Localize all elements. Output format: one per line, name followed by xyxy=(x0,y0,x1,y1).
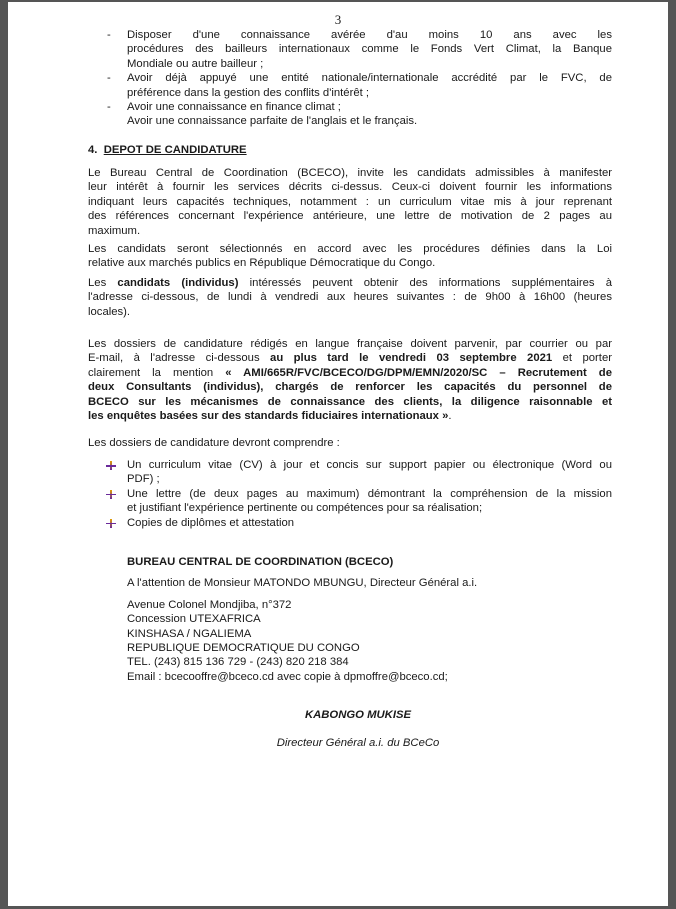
list-item xyxy=(127,487,612,516)
line: PDF) ; xyxy=(127,473,160,486)
line: clairement la mention « AMI/665R/FVC/BCECO/DG/DPM/EMN/2020/SC – Recrutement de xyxy=(88,366,612,379)
paragraph-submission xyxy=(88,337,612,423)
line: maximum. xyxy=(88,224,141,237)
address-line: REPUBLIQUE DEMOCRATIQUE DU CONGO xyxy=(127,642,360,655)
section-heading xyxy=(88,143,247,157)
line: Copies de diplômes et attestation xyxy=(127,516,295,529)
line: E-mail, à l'adresse ci-dessous au plus tard le vendredi 03 septembre 2021 et porter xyxy=(88,352,612,365)
line: Une lettre (de deux pages au maximum) démontrant la compréhension de la mission xyxy=(127,487,612,500)
arrow-cross-bullet-icon xyxy=(105,516,117,530)
line: Les candidats seront sélectionnés en accord avec les procédures définies dans la Loi xyxy=(88,243,612,255)
arrow-cross-bullet-icon xyxy=(105,458,117,472)
line: Disposer d'une connaissance avérée d'au moins 10 ans avec les xyxy=(127,29,612,41)
email-line: Email : bcecooffre@bceco.cd avec copie à dpmoffre@bceco.cd; xyxy=(127,670,448,683)
line: indiquant leurs capacités techniques, notamment : un curriculum vitae mis à jour reprenant xyxy=(88,195,612,208)
list-item: - Avoir déjà appuyé une entité nationale/internationale accrédité par le FVC, de préférence dans la gestion des conflits d'intérêt ; xyxy=(107,72,612,99)
org-name: BUREAU CENTRAL DE COORDINATION (BCECO) xyxy=(127,556,394,568)
line: Avoir une connaissance en finance climat ; xyxy=(127,101,341,114)
line: les enquêtes basées sur des standards fiduciaires internationaux ». xyxy=(88,410,452,423)
line: relative aux marchés publics en République Démocratique du Congo. xyxy=(88,257,436,270)
docs-list xyxy=(127,458,612,530)
phone-line: TEL. (243) 815 136 729 - (243) 820 218 384 xyxy=(127,656,349,669)
paragraph-info xyxy=(88,276,612,319)
address-line: KINSHASA / NGALIEMA xyxy=(127,627,252,640)
list-item xyxy=(127,516,612,530)
line: Un curriculum vitae (CV) à jour et concis sur support papier ou électronique (Word ou xyxy=(127,459,612,471)
section-title: DEPOT DE CANDIDATURE xyxy=(103,144,247,156)
paragraph-intro xyxy=(88,166,612,238)
line: deux Consultants (individus), chargés de renforcer les capacités du personnel de xyxy=(88,381,612,394)
line: et justifiant l'expérience pertinente ou compétences pour sa réalisation; xyxy=(127,502,483,515)
line: Avoir déjà appuyé une entité nationale/internationale accrédité par le FVC, de xyxy=(127,72,612,85)
line: préférence dans la gestion des conflits d'intérêt ; xyxy=(127,86,370,99)
requirements-list xyxy=(107,28,612,129)
line: l'adresse ci-dessous, de lundi à vendredi aux heures suivantes : de 9h00 à 16h00 (heures xyxy=(88,291,612,304)
list-item: - Avoir une connaissance en finance climat ; xyxy=(127,100,612,114)
line: leur intérêt à fournir les services décrits ci-dessus. Ceux-ci doivent fournir les informations xyxy=(88,181,612,194)
line: procédures des bailleurs internationaux comme le Fonds Vert Climat, la Banque xyxy=(127,43,612,56)
page-number: 3 xyxy=(334,12,342,27)
attention-line: A l'attention de Monsieur MATONDO MBUNGU, Directeur Général a.i. xyxy=(127,577,478,590)
list-item xyxy=(127,458,612,487)
address-block xyxy=(127,555,477,684)
line: Le Bureau Central de Coordination (BCECO), invite les candidats admissibles à manifester xyxy=(88,167,612,179)
line: locales). xyxy=(88,305,131,318)
line: Mondiale ou autre bailleur ; xyxy=(127,57,264,70)
address-line: Avenue Colonel Mondjiba, n°372 xyxy=(127,598,292,611)
section-number: 4. xyxy=(88,144,98,156)
requirement-extra: Avoir une connaissance parfaite de l'anglais et le français. xyxy=(127,115,418,128)
address-line: Concession UTEXAFRICA xyxy=(127,613,261,626)
list-item: - Disposer d'une connaissance avérée d'au moins 10 ans avec les procédures des bailleurs internationaux comme le Fonds Vert Climat, la Banque Mondiale ou autre bailleur ; xyxy=(107,29,612,70)
paragraph-selection xyxy=(88,242,612,271)
arrow-cross-bullet-icon xyxy=(105,487,117,501)
line: Les dossiers de candidature rédigés en langue française doivent parvenir, par courrier ou par xyxy=(88,338,612,350)
docs-intro: Les dossiers de candidature devront comprendre : xyxy=(88,437,340,449)
document-page xyxy=(8,2,668,906)
line: Les candidats (individus) intéressés peuvent obtenir des informations supplémentaires à xyxy=(88,277,613,289)
line: des références concernant l'expérience antérieure, une lettre de motivation de 2 pages au xyxy=(88,210,612,223)
signatory-title: Directeur Général a.i. du BCeCo xyxy=(276,737,440,749)
line: BCECO sur les mécanismes de connaissance des clients, la diligence raisonnable et xyxy=(88,395,612,408)
signatory-name: KABONGO MUKISE xyxy=(304,709,412,721)
